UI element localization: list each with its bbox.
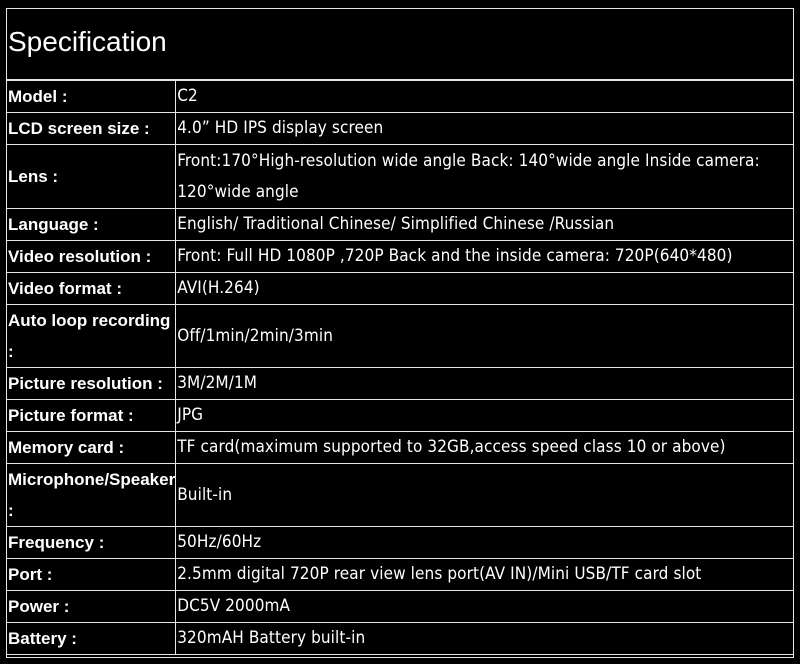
spec-label-video-resolution: Video resolution : <box>7 241 176 273</box>
spec-label-model: Model : <box>7 80 176 113</box>
spec-value-auto-loop: Off/1min/2min/3min <box>176 305 794 368</box>
spec-value-memory-card: TF card(maximum supported to 32GB,access speed class 10 or above) <box>176 432 794 464</box>
spec-value-port: 2.5mm digital 720P rear view lens port(AV IN)/Mini USB/TF card slot <box>176 559 794 591</box>
spec-value-picture-resolution: 3M/2M/1M <box>176 368 794 400</box>
spec-value-lcd: 4.0” HD IPS display screen <box>176 113 794 145</box>
spec-label-auto-loop: Auto loop recording : <box>7 305 176 368</box>
table-row <box>7 113 794 145</box>
spec-value-lens: Front:170°High-resolution wide angle Back: 140°wide angle Inside camera: 120°wide angle <box>176 145 794 209</box>
spec-label-frequency: Frequency : <box>7 527 176 559</box>
table-row <box>7 273 794 305</box>
spec-value-model: C2 <box>176 80 794 113</box>
spec-label-memory-card: Memory card : <box>7 432 176 464</box>
spec-value-power: DC5V 2000mA <box>176 591 794 623</box>
spec-value-language: English/ Traditional Chinese/ Simplified Chinese /Russian <box>176 209 794 241</box>
spec-label-port: Port : <box>7 559 176 591</box>
spec-value-video-format: AVI(H.264) <box>176 273 794 305</box>
page-title: Specification <box>8 26 167 57</box>
spec-value-battery: 320mAH Battery built-in <box>176 623 794 655</box>
spec-label-power: Power : <box>7 591 176 623</box>
spec-label-lcd: LCD screen size : <box>7 113 176 145</box>
table-row <box>7 80 794 113</box>
table-row <box>7 623 794 655</box>
spec-label-language: Language : <box>7 209 176 241</box>
table-row <box>7 591 794 623</box>
spec-table <box>6 79 794 655</box>
spec-label-lens: Lens : <box>7 145 176 209</box>
table-row <box>7 368 794 400</box>
table-row <box>7 145 794 209</box>
spec-value-microphone: Built-in <box>176 464 794 527</box>
table-row <box>7 559 794 591</box>
table-row <box>7 305 794 368</box>
table-row <box>7 241 794 273</box>
spec-value-video-resolution: Front: Full HD 1080P ,720P Back and the inside camera: 720P(640*480) <box>176 241 794 273</box>
spec-label-microphone: Microphone/Speaker : <box>7 464 176 527</box>
spec-value-frequency: 50Hz/60Hz <box>176 527 794 559</box>
spec-label-video-format: Video format : <box>7 273 176 305</box>
table-row <box>7 432 794 464</box>
spec-label-picture-format: Picture format : <box>7 400 176 432</box>
table-row <box>7 209 794 241</box>
table-row <box>7 527 794 559</box>
spec-value-picture-format: JPG <box>176 400 794 432</box>
spec-label-picture-resolution: Picture resolution : <box>7 368 176 400</box>
table-row <box>7 464 794 527</box>
table-row <box>7 400 794 432</box>
spec-label-battery: Battery : <box>7 623 176 655</box>
